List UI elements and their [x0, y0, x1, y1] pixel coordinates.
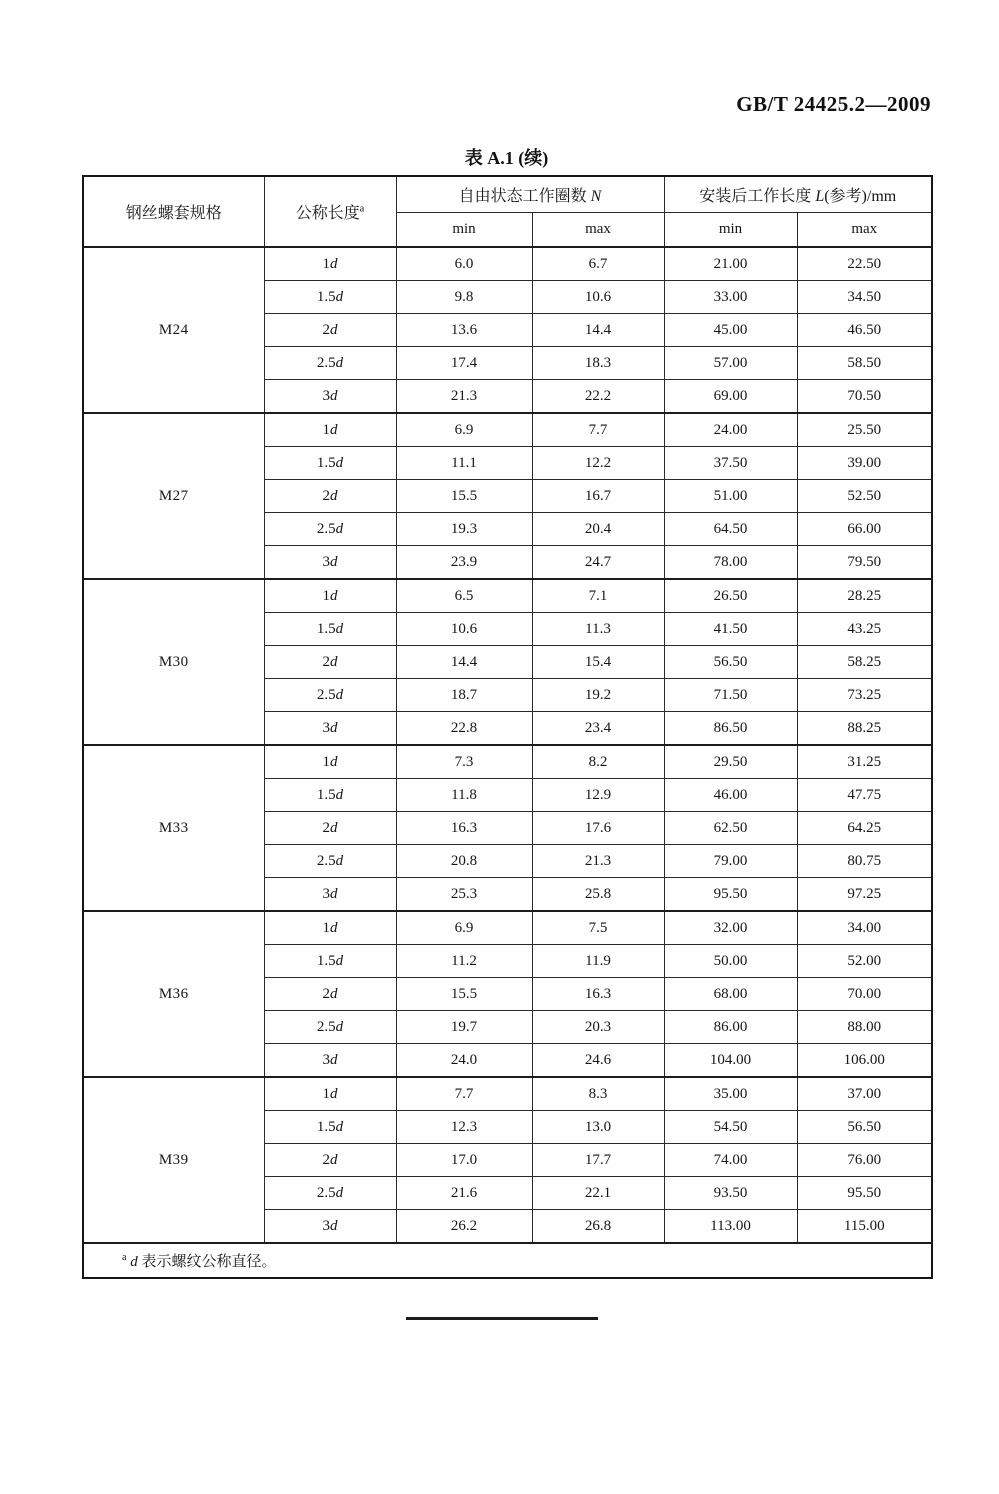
length-multiplier: 1.5	[316, 952, 336, 969]
length-multiplier: 2	[322, 653, 330, 670]
nominal-length-cell	[264, 845, 396, 878]
l-max-cell: 76.00	[797, 1144, 932, 1177]
n-max-cell: 14.4	[532, 314, 664, 347]
l-min-cell: 37.50	[664, 447, 797, 480]
diameter-symbol: d	[330, 819, 338, 836]
n-max-cell: 12.9	[532, 779, 664, 812]
length-multiplier: 2	[322, 985, 330, 1002]
n-max-cell: 12.2	[532, 447, 664, 480]
table-row	[83, 413, 932, 447]
l-max-cell: 22.50	[797, 247, 932, 281]
n-max-cell: 16.7	[532, 480, 664, 513]
header-nominal-length-note: a	[359, 203, 365, 215]
l-max-cell: 52.50	[797, 480, 932, 513]
length-multiplier: 2	[322, 321, 330, 338]
l-max-cell: 31.25	[797, 745, 932, 779]
l-min-cell: 41.50	[664, 613, 797, 646]
length-multiplier: 1.5	[316, 786, 336, 803]
n-max-cell: 26.8	[532, 1210, 664, 1244]
nominal-length-cell	[264, 380, 396, 414]
n-max-cell: 8.3	[532, 1077, 664, 1111]
length-multiplier: 1	[322, 255, 330, 272]
n-min-cell: 11.1	[396, 447, 532, 480]
n-max-cell: 21.3	[532, 845, 664, 878]
nominal-length-cell	[264, 546, 396, 580]
spec-cell: M27	[83, 413, 264, 579]
header-nominal-length	[264, 176, 396, 247]
n-min-cell: 19.3	[396, 513, 532, 546]
nominal-length-cell	[264, 978, 396, 1011]
length-multiplier: 3	[322, 719, 330, 736]
length-multiplier: 1	[322, 753, 330, 770]
l-max-cell: 88.00	[797, 1011, 932, 1044]
l-min-cell: 45.00	[664, 314, 797, 347]
nominal-length-cell	[264, 945, 396, 978]
l-min-cell: 69.00	[664, 380, 797, 414]
nominal-length-cell	[264, 812, 396, 845]
n-max-cell: 22.1	[532, 1177, 664, 1210]
n-min-cell: 13.6	[396, 314, 532, 347]
n-max-cell: 17.6	[532, 812, 664, 845]
length-multiplier: 1.5	[316, 454, 336, 471]
n-max-cell: 6.7	[532, 247, 664, 281]
nominal-length-cell	[264, 1144, 396, 1177]
n-min-cell: 23.9	[396, 546, 532, 580]
header-nominal-length-label: 公称长度	[295, 205, 360, 222]
table-header	[83, 176, 932, 247]
l-min-cell: 21.00	[664, 247, 797, 281]
nominal-length-cell	[264, 281, 396, 314]
header-free-coils	[396, 176, 664, 213]
n-min-cell: 21.6	[396, 1177, 532, 1210]
table-row	[83, 579, 932, 613]
l-max-cell: 52.00	[797, 945, 932, 978]
nominal-length-cell	[264, 1177, 396, 1210]
header-installed-length-symbol: L	[815, 188, 825, 205]
n-min-cell: 25.3	[396, 878, 532, 912]
nominal-length-cell	[264, 447, 396, 480]
nominal-length-cell	[264, 779, 396, 812]
n-min-cell: 18.7	[396, 679, 532, 712]
l-min-cell: 113.00	[664, 1210, 797, 1244]
header-n-min: min	[396, 213, 532, 248]
l-max-cell: 34.00	[797, 911, 932, 945]
length-multiplier: 2.5	[316, 1018, 336, 1035]
l-max-cell: 37.00	[797, 1077, 932, 1111]
diameter-symbol: d	[335, 852, 344, 869]
l-min-cell: 50.00	[664, 945, 797, 978]
diameter-symbol: d	[335, 786, 344, 803]
l-min-cell: 95.50	[664, 878, 797, 912]
nominal-length-cell	[264, 712, 396, 746]
length-multiplier: 1.5	[316, 1118, 336, 1135]
l-max-cell: 106.00	[797, 1044, 932, 1078]
n-min-cell: 11.2	[396, 945, 532, 978]
n-min-cell: 22.8	[396, 712, 532, 746]
n-min-cell: 15.5	[396, 480, 532, 513]
length-multiplier: 2.5	[316, 354, 336, 371]
length-multiplier: 1	[322, 587, 330, 604]
n-min-cell: 15.5	[396, 978, 532, 1011]
l-max-cell: 58.25	[797, 646, 932, 679]
diameter-symbol: d	[330, 321, 338, 338]
l-min-cell: 24.00	[664, 413, 797, 447]
length-multiplier: 1.5	[316, 288, 336, 305]
header-installed-length-unit: (参考)/mm	[824, 188, 897, 205]
header-l-min: min	[664, 213, 797, 248]
l-max-cell: 46.50	[797, 314, 932, 347]
diameter-symbol: d	[330, 985, 338, 1002]
header-installed-length-label: 安装后工作长度	[699, 188, 812, 205]
diameter-symbol: d	[335, 620, 344, 637]
n-max-cell: 11.3	[532, 613, 664, 646]
n-max-cell: 20.4	[532, 513, 664, 546]
l-min-cell: 54.50	[664, 1111, 797, 1144]
end-of-document-divider	[406, 1317, 598, 1320]
length-multiplier: 2	[322, 819, 330, 836]
n-max-cell: 18.3	[532, 347, 664, 380]
length-multiplier: 1	[322, 919, 330, 936]
n-max-cell: 25.8	[532, 878, 664, 912]
l-min-cell: 78.00	[664, 546, 797, 580]
l-max-cell: 39.00	[797, 447, 932, 480]
l-max-cell: 28.25	[797, 579, 932, 613]
length-multiplier: 2.5	[316, 1184, 336, 1201]
table-body	[83, 247, 932, 1243]
diameter-symbol: d	[330, 885, 338, 902]
n-min-cell: 10.6	[396, 613, 532, 646]
length-multiplier: 2.5	[316, 852, 336, 869]
l-min-cell: 62.50	[664, 812, 797, 845]
nominal-length-cell	[264, 1011, 396, 1044]
l-min-cell: 26.50	[664, 579, 797, 613]
table-foot	[83, 1243, 932, 1278]
n-max-cell: 24.7	[532, 546, 664, 580]
n-min-cell: 9.8	[396, 281, 532, 314]
nominal-length-cell	[264, 745, 396, 779]
l-min-cell: 68.00	[664, 978, 797, 1011]
n-min-cell: 19.7	[396, 1011, 532, 1044]
n-max-cell: 16.3	[532, 978, 664, 1011]
nominal-length-cell	[264, 579, 396, 613]
l-min-cell: 93.50	[664, 1177, 797, 1210]
n-min-cell: 14.4	[396, 646, 532, 679]
spec-cell: M33	[83, 745, 264, 911]
length-multiplier: 3	[322, 387, 330, 404]
l-min-cell: 46.00	[664, 779, 797, 812]
diameter-symbol: d	[330, 753, 338, 770]
n-min-cell: 6.0	[396, 247, 532, 281]
n-min-cell: 7.3	[396, 745, 532, 779]
n-max-cell: 8.2	[532, 745, 664, 779]
header-spec: 钢丝螺套规格	[83, 176, 264, 247]
n-max-cell: 17.7	[532, 1144, 664, 1177]
l-min-cell: 74.00	[664, 1144, 797, 1177]
l-max-cell: 56.50	[797, 1111, 932, 1144]
n-min-cell: 6.9	[396, 911, 532, 945]
n-min-cell: 6.5	[396, 579, 532, 613]
diameter-symbol: d	[330, 719, 338, 736]
header-free-coils-symbol: N	[590, 188, 602, 205]
l-max-cell: 97.25	[797, 878, 932, 912]
footnote-marker: a	[122, 1252, 127, 1263]
n-min-cell: 11.8	[396, 779, 532, 812]
l-min-cell: 56.50	[664, 646, 797, 679]
spec-table	[82, 175, 933, 1279]
n-max-cell: 24.6	[532, 1044, 664, 1078]
diameter-symbol: d	[330, 1051, 338, 1068]
n-min-cell: 6.9	[396, 413, 532, 447]
l-min-cell: 79.00	[664, 845, 797, 878]
n-min-cell: 24.0	[396, 1044, 532, 1078]
diameter-symbol: d	[330, 1085, 338, 1102]
length-multiplier: 2	[322, 487, 330, 504]
length-multiplier: 1.5	[316, 620, 336, 637]
n-max-cell: 20.3	[532, 1011, 664, 1044]
l-max-cell: 88.25	[797, 712, 932, 746]
length-multiplier: 1	[322, 1085, 330, 1102]
nominal-length-cell	[264, 413, 396, 447]
length-multiplier: 1	[322, 421, 330, 438]
nominal-length-cell	[264, 1044, 396, 1078]
length-multiplier: 2	[322, 1151, 330, 1168]
l-max-cell: 43.25	[797, 613, 932, 646]
n-max-cell: 11.9	[532, 945, 664, 978]
nominal-length-cell	[264, 1111, 396, 1144]
n-max-cell: 7.5	[532, 911, 664, 945]
n-max-cell: 7.1	[532, 579, 664, 613]
l-max-cell: 73.25	[797, 679, 932, 712]
l-min-cell: 86.50	[664, 712, 797, 746]
diameter-symbol: d	[335, 952, 344, 969]
l-min-cell: 57.00	[664, 347, 797, 380]
nominal-length-cell	[264, 314, 396, 347]
l-max-cell: 58.50	[797, 347, 932, 380]
l-min-cell: 35.00	[664, 1077, 797, 1111]
header-n-max: max	[532, 213, 664, 248]
footnote	[83, 1243, 932, 1278]
l-max-cell: 25.50	[797, 413, 932, 447]
l-min-cell: 71.50	[664, 679, 797, 712]
length-multiplier: 3	[322, 885, 330, 902]
spec-cell: M24	[83, 247, 264, 413]
diameter-symbol: d	[330, 553, 338, 570]
table-row	[83, 1077, 932, 1111]
diameter-symbol: d	[330, 255, 338, 272]
spec-cell: M36	[83, 911, 264, 1077]
spec-cell: M30	[83, 579, 264, 745]
nominal-length-cell	[264, 911, 396, 945]
diameter-symbol: d	[330, 387, 338, 404]
l-min-cell: 104.00	[664, 1044, 797, 1078]
nominal-length-cell	[264, 513, 396, 546]
n-max-cell: 10.6	[532, 281, 664, 314]
header-free-coils-label: 自由状态工作圈数	[458, 188, 587, 205]
nominal-length-cell	[264, 878, 396, 912]
l-max-cell: 66.00	[797, 513, 932, 546]
l-max-cell: 34.50	[797, 281, 932, 314]
table-row	[83, 247, 932, 281]
length-multiplier: 3	[322, 1217, 330, 1234]
diameter-symbol: d	[335, 1018, 344, 1035]
diameter-symbol: d	[330, 587, 338, 604]
n-min-cell: 26.2	[396, 1210, 532, 1244]
diameter-symbol: d	[335, 454, 344, 471]
diameter-symbol: d	[330, 653, 338, 670]
l-min-cell: 64.50	[664, 513, 797, 546]
l-max-cell: 80.75	[797, 845, 932, 878]
nominal-length-cell	[264, 613, 396, 646]
n-max-cell: 23.4	[532, 712, 664, 746]
diameter-symbol: d	[330, 487, 338, 504]
nominal-length-cell	[264, 347, 396, 380]
n-min-cell: 17.4	[396, 347, 532, 380]
nominal-length-cell	[264, 679, 396, 712]
nominal-length-cell	[264, 480, 396, 513]
diameter-symbol: d	[335, 686, 344, 703]
n-max-cell: 15.4	[532, 646, 664, 679]
diameter-symbol: d	[330, 1217, 338, 1234]
n-min-cell: 12.3	[396, 1111, 532, 1144]
length-multiplier: 2.5	[316, 520, 336, 537]
header-row-groups	[83, 176, 932, 213]
l-min-cell: 32.00	[664, 911, 797, 945]
diameter-symbol: d	[330, 1151, 338, 1168]
n-max-cell: 22.2	[532, 380, 664, 414]
diameter-symbol: d	[335, 520, 344, 537]
footnote-row	[83, 1243, 932, 1278]
l-min-cell: 86.00	[664, 1011, 797, 1044]
nominal-length-cell	[264, 247, 396, 281]
table-title: 表 A.1 (续)	[464, 148, 549, 168]
diameter-symbol: d	[335, 1118, 344, 1135]
spec-cell: M39	[83, 1077, 264, 1243]
l-min-cell: 29.50	[664, 745, 797, 779]
n-min-cell: 17.0	[396, 1144, 532, 1177]
l-min-cell: 51.00	[664, 480, 797, 513]
n-min-cell: 7.7	[396, 1077, 532, 1111]
doc-number: GB/T 24425.2—2009	[736, 92, 931, 116]
header-installed-length	[664, 176, 932, 213]
n-max-cell: 19.2	[532, 679, 664, 712]
diameter-symbol: d	[335, 1184, 344, 1201]
l-max-cell: 70.00	[797, 978, 932, 1011]
l-max-cell: 70.50	[797, 380, 932, 414]
n-max-cell: 7.7	[532, 413, 664, 447]
header-l-max: max	[797, 213, 932, 248]
l-max-cell: 95.50	[797, 1177, 932, 1210]
diameter-symbol: d	[335, 288, 344, 305]
diameter-symbol: d	[335, 354, 344, 371]
l-max-cell: 47.75	[797, 779, 932, 812]
n-min-cell: 21.3	[396, 380, 532, 414]
length-multiplier: 3	[322, 553, 330, 570]
length-multiplier: 2.5	[316, 686, 336, 703]
table-row	[83, 911, 932, 945]
nominal-length-cell	[264, 646, 396, 679]
footnote-text: 表示螺纹公称直径。	[141, 1254, 277, 1270]
diameter-symbol: d	[330, 421, 338, 438]
n-min-cell: 20.8	[396, 845, 532, 878]
table-row	[83, 745, 932, 779]
l-max-cell: 64.25	[797, 812, 932, 845]
n-max-cell: 13.0	[532, 1111, 664, 1144]
l-max-cell: 115.00	[797, 1210, 932, 1244]
l-max-cell: 79.50	[797, 546, 932, 580]
length-multiplier: 3	[322, 1051, 330, 1068]
diameter-symbol: d	[330, 919, 338, 936]
footnote-symbol: d	[130, 1254, 138, 1270]
nominal-length-cell	[264, 1210, 396, 1244]
n-min-cell: 16.3	[396, 812, 532, 845]
l-min-cell: 33.00	[664, 281, 797, 314]
nominal-length-cell	[264, 1077, 396, 1111]
